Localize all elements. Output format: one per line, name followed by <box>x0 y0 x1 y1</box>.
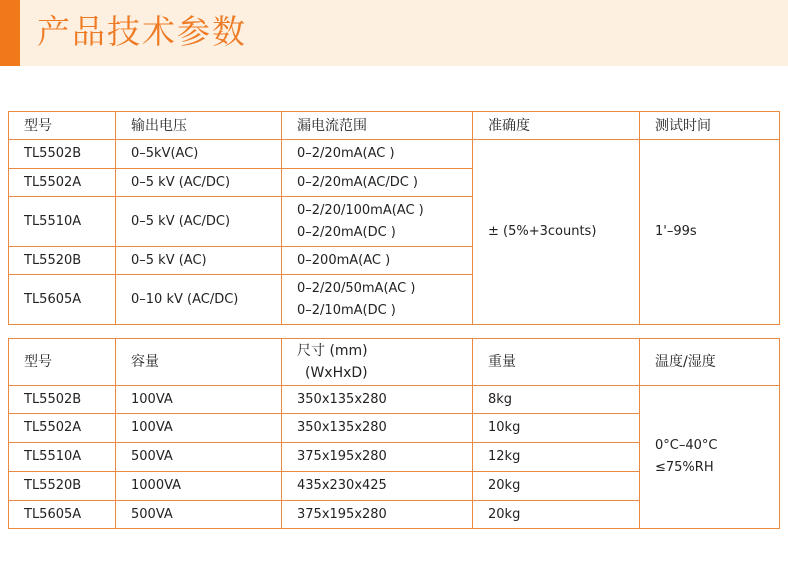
header-weight: 重量 <box>473 339 640 386</box>
cell-model: TL5510A <box>9 197 116 247</box>
current-line: 0–2/20/50mA(AC ) <box>297 280 416 296</box>
cell-model: TL5605A <box>9 275 116 325</box>
header-capacity: 容量 <box>116 339 282 386</box>
cell-voltage: 0–5 kV (AC/DC) <box>116 169 282 197</box>
cell-size: 375x195x280 <box>282 501 473 529</box>
header-test-time: 测试时间 <box>640 112 780 140</box>
cell-size: 435x230x425 <box>282 472 473 501</box>
table-row <box>9 386 780 414</box>
cell-model: TL5502A <box>9 414 116 443</box>
cell-current: 0–2/20mA(AC ) <box>282 140 473 169</box>
accent-bar <box>0 0 20 66</box>
env-temp: 0°C–40°C <box>655 438 718 453</box>
header-output-voltage: 输出电压 <box>116 112 282 140</box>
cell-size: 350x135x280 <box>282 414 473 443</box>
cell-capacity: 500VA <box>116 443 282 472</box>
current-line: 0–2/20/100mA(AC ) <box>297 202 424 218</box>
cell-current: 0–200mA(AC ) <box>282 247 473 275</box>
cell-model: TL5502A <box>9 169 116 197</box>
table-header-row <box>9 339 780 386</box>
cell-env <box>640 386 780 529</box>
header-size-sub: (WxHxD) <box>305 365 368 381</box>
cell-model: TL5502B <box>9 140 116 169</box>
table-row <box>9 140 780 169</box>
header-banner <box>0 0 788 66</box>
cell-weight: 10kg <box>473 414 640 443</box>
cell-size: 350x135x280 <box>282 386 473 414</box>
current-line: 0–2/10mA(DC ) <box>297 302 396 318</box>
cell-weight: 8kg <box>473 386 640 414</box>
current-line: 0–2/20mA(DC ) <box>297 224 396 240</box>
cell-model: TL5605A <box>9 501 116 529</box>
table-header-row <box>9 112 780 140</box>
cell-voltage: 0–5 kV (AC/DC) <box>116 197 282 247</box>
cell-accuracy: ± (5%+3counts) <box>473 140 640 325</box>
cell-weight: 20kg <box>473 472 640 501</box>
header-model: 型号 <box>9 339 116 386</box>
cell-voltage: 0–5kV(AC) <box>116 140 282 169</box>
cell-capacity: 100VA <box>116 414 282 443</box>
cell-voltage: 0–5 kV (AC) <box>116 247 282 275</box>
env-humidity: ≤75%RH <box>655 460 714 475</box>
cell-capacity: 1000VA <box>116 472 282 501</box>
header-size <box>282 339 473 386</box>
header-accuracy: 准确度 <box>473 112 640 140</box>
cell-weight: 12kg <box>473 443 640 472</box>
cell-weight: 20kg <box>473 501 640 529</box>
header-env: 温度/湿度 <box>640 339 780 386</box>
cell-model: TL5520B <box>9 472 116 501</box>
cell-current: 0–2/20mA(AC/DC ) <box>282 169 473 197</box>
header-size-line: 尺寸 (mm) <box>297 343 368 359</box>
cell-model: TL5510A <box>9 443 116 472</box>
spec-table-physical <box>8 338 780 529</box>
cell-capacity: 500VA <box>116 501 282 529</box>
spec-table-electrical <box>8 111 780 325</box>
cell-model: TL5502B <box>9 386 116 414</box>
cell-current <box>282 275 473 325</box>
header-model: 型号 <box>9 112 116 140</box>
cell-voltage: 0–10 kV (AC/DC) <box>116 275 282 325</box>
cell-current <box>282 197 473 247</box>
cell-test-time: 1'–99s <box>640 140 780 325</box>
cell-capacity: 100VA <box>116 386 282 414</box>
cell-size: 375x195x280 <box>282 443 473 472</box>
header-leakage-range: 漏电流范围 <box>282 112 473 140</box>
cell-model: TL5520B <box>9 247 116 275</box>
page-title: 产品技术参数 <box>37 12 247 51</box>
